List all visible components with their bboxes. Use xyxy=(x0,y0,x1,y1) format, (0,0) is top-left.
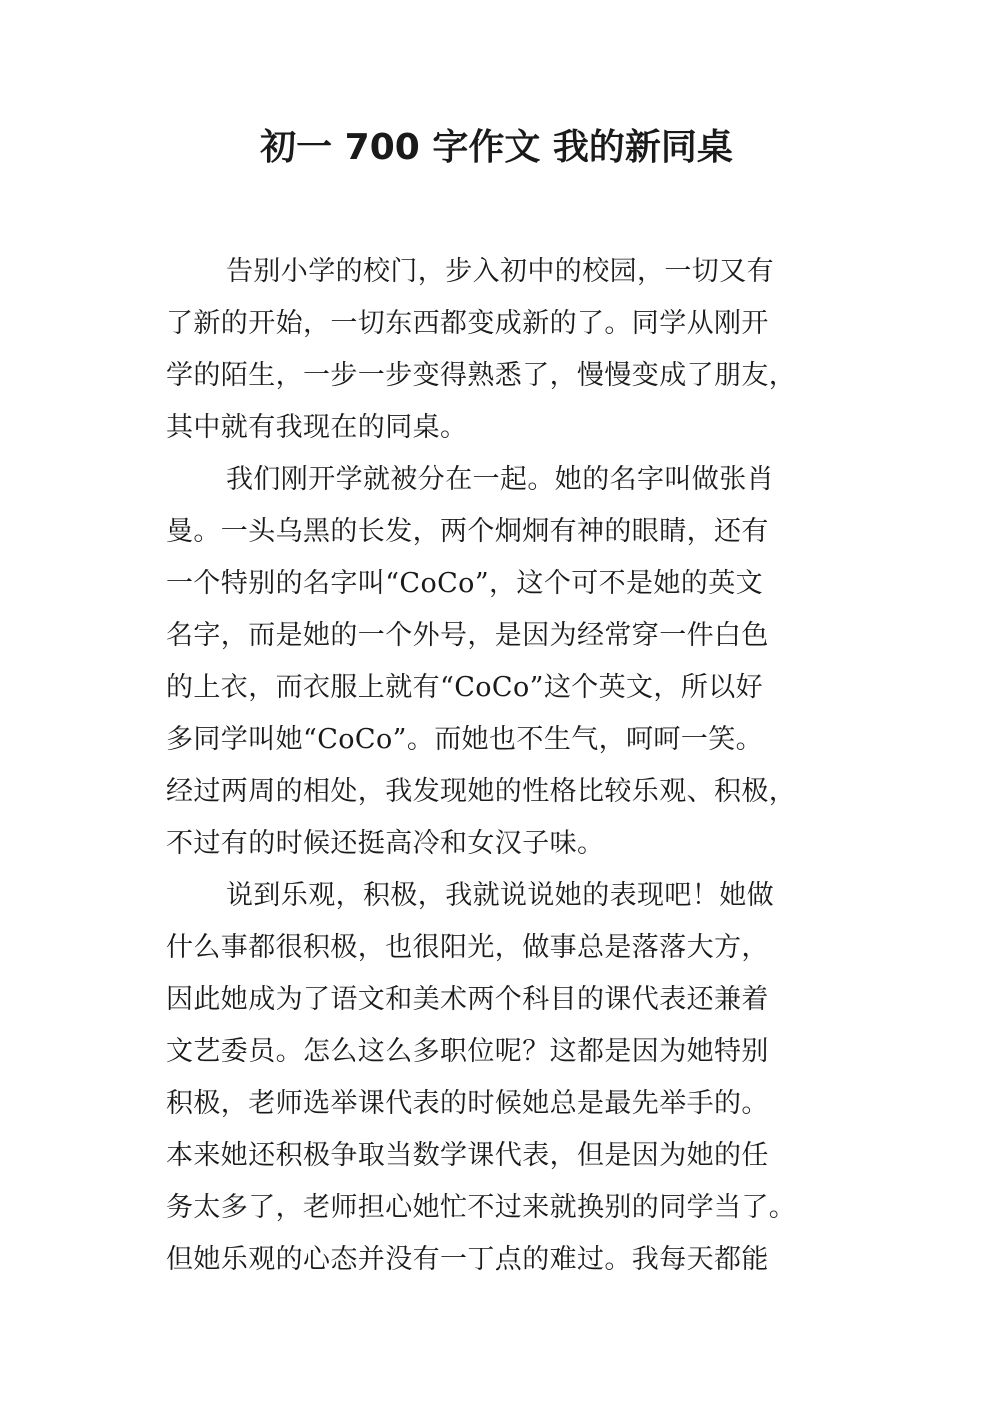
text-line: 因此她成为了语文和美术两个科目的课代表还兼着 xyxy=(166,984,769,1015)
text-line: 务太多了，老师担心她忙不过来就换别的同学当了。 xyxy=(166,1192,797,1223)
text-line: 积极，老师选举课代表的时候她总是最先举手的。 xyxy=(166,1088,769,1119)
text-line: 什么事都很积极，也很阳光，做事总是落落大方， xyxy=(166,932,769,963)
text-line: 学的陌生，一步一步变得熟悉了，慢慢变成了朋友， xyxy=(166,360,797,391)
text-line: 了新的开始，一切东西都变成新的了。同学从刚开 xyxy=(166,308,769,339)
text-line: 名字，而是她的一个外号，是因为经常穿一件白色 xyxy=(166,620,769,651)
text-line: 其中就有我现在的同桌。 xyxy=(166,412,468,443)
text-line: 说到乐观，积极，我就说说她的表现吧！她做 xyxy=(226,880,774,911)
text-line: 我们刚开学就被分在一起。她的名字叫做张肖 xyxy=(226,464,774,495)
text-line: 多同学叫她“CoCo”。而她也不生气，呵呵一笑。 xyxy=(166,724,764,755)
text-line: 曼。一头乌黑的长发，两个炯炯有神的眼睛，还有 xyxy=(166,516,769,547)
text-line: 经过两周的相处，我发现她的性格比较乐观、积极， xyxy=(166,776,797,807)
text-line: 的上衣，而衣服上就有“CoCo”这个英文，所以好 xyxy=(166,672,764,703)
document-body xyxy=(166,246,846,1286)
text-line: 一个特别的名字叫“CoCo”，这个可不是她的英文 xyxy=(166,568,764,599)
document-title: 初一 700 字作文 我的新同桌 xyxy=(260,127,733,168)
text-line: 告别小学的校门，步入初中的校园，一切又有 xyxy=(226,256,774,287)
text-line: 本来她还积极争取当数学课代表，但是因为她的任 xyxy=(166,1140,769,1171)
text-line: 但她乐观的心态并没有一丁点的难过。我每天都能 xyxy=(166,1244,769,1275)
text-line: 不过有的时候还挺高冷和女汉子味。 xyxy=(166,828,605,859)
text-line: 文艺委员。怎么这么多职位呢？这都是因为她特别 xyxy=(166,1036,769,1067)
